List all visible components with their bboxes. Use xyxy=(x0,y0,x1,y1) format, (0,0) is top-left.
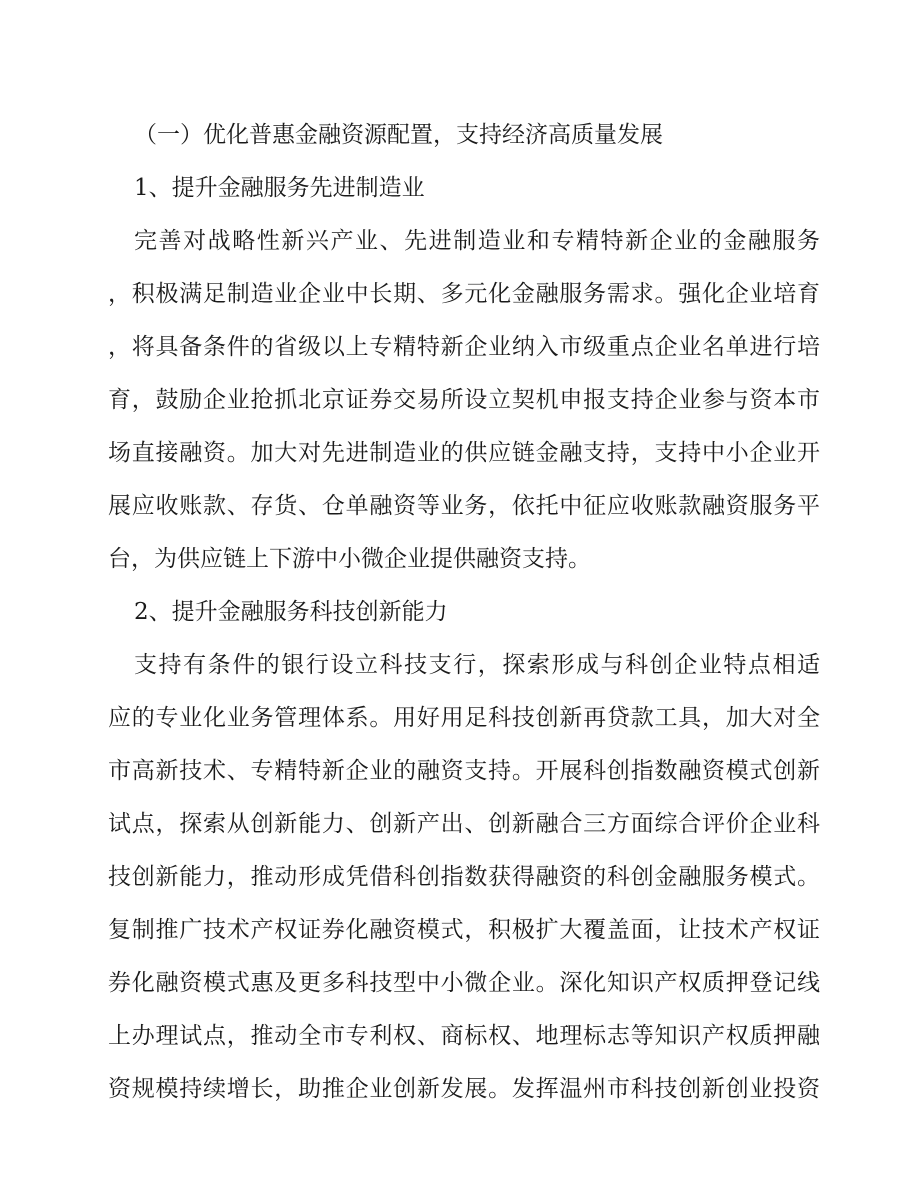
subsection-2-title: 2、提升金融服务科技创新能力 xyxy=(134,599,448,625)
subsection-2-line: 应的专业化业务管理体系。用好用足科技创新再贷款工具，加大对全 xyxy=(108,705,820,731)
subsection-1-line: 完善对战略性新兴产业、先进制造业和专精特新企业的金融服务 xyxy=(134,228,820,254)
subsection-1-line: 台，为供应链上下游中小微企业提供融资支持。 xyxy=(108,546,591,572)
subsection-2-line: 资规模持续增长，助推企业创新发展。发挥温州市科技创新创业投资 xyxy=(108,1076,820,1102)
subsection-2-line: 上办理试点，推动全市专利权、商标权、地理标志等知识产权质押融 xyxy=(108,1023,820,1049)
subsection-2-line: 试点，探索从创新能力、创新产出、创新融合三方面综合评价企业科 xyxy=(108,811,820,837)
subsection-1-line: ，将具备条件的省级以上专精特新企业纳入市级重点企业名单进行培 xyxy=(108,334,820,360)
subsection-2-line: 复制推广技术产权证券化融资模式，积极扩大覆盖面，让技术产权证 xyxy=(108,917,820,943)
subsection-2-line: 技创新能力，推动形成凭借科创指数获得融资的科创金融服务模式。 xyxy=(108,864,820,890)
subsection-1-line: 场直接融资。加大对先进制造业的供应链金融支持，支持中小企业开 xyxy=(108,440,820,466)
subsection-1-line: 育，鼓励企业抢抓北京证券交易所设立契机申报支持企业参与资本市 xyxy=(108,387,820,413)
subsection-2-line: 券化融资模式惠及更多科技型中小微企业。深化知识产权质押登记线 xyxy=(108,970,820,996)
subsection-2-line: 市高新技术、专精特新企业的融资支持。开展科创指数融资模式创新 xyxy=(108,758,820,784)
section-heading: （一）优化普惠金融资源配置，支持经济高质量发展 xyxy=(134,122,663,148)
subsection-1-title: 1、提升金融服务先进制造业 xyxy=(134,175,425,201)
subsection-1-line: ，积极满足制造业企业中长期、多元化金融服务需求。强化企业培育 xyxy=(108,281,820,307)
subsection-1-line: 展应收账款、存货、仓单融资等业务，依托中征应收账款融资服务平 xyxy=(108,493,820,519)
subsection-2-line: 支持有条件的银行设立科技支行，探索形成与科创企业特点相适 xyxy=(134,652,820,678)
